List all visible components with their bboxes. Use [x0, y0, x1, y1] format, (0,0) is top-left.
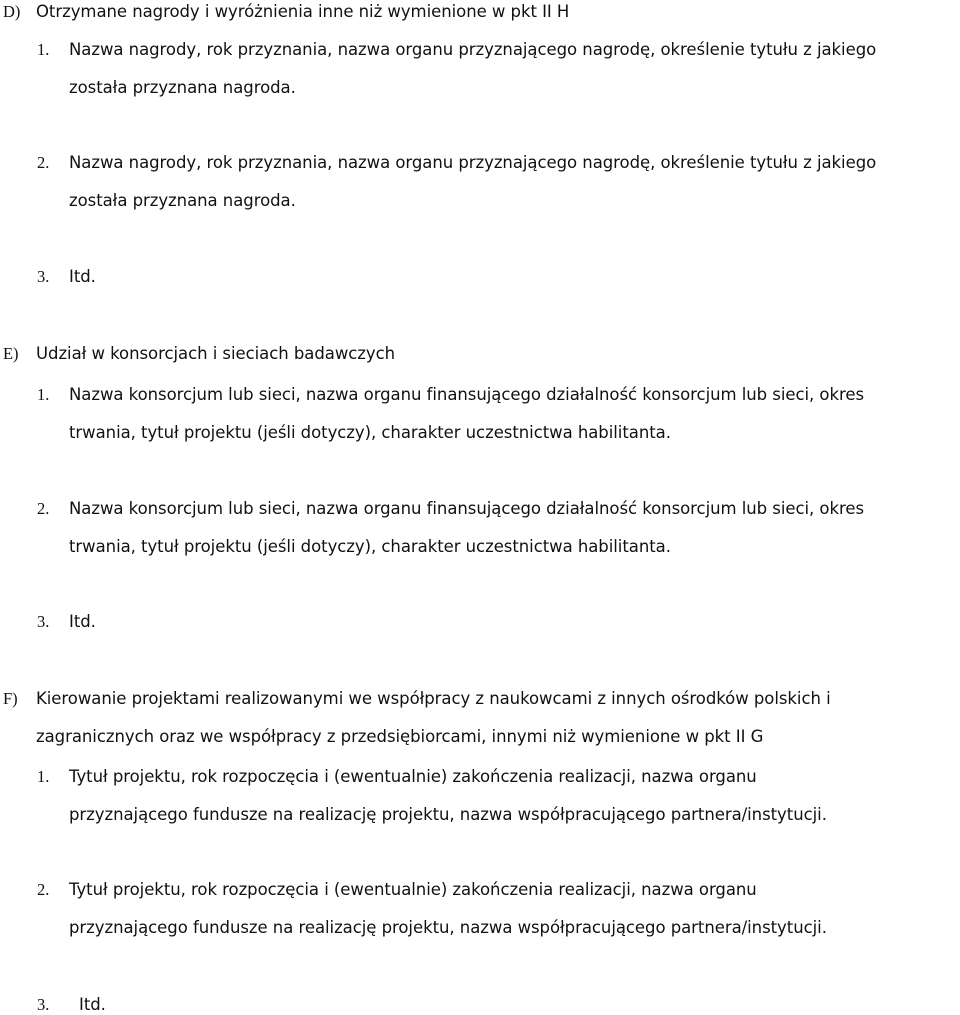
section-e-mark: E) — [3, 344, 19, 363]
section-e-item-2-number: 2. — [37, 499, 50, 518]
section-e-item-1-text: Nazwa konsorcjum lub sieci, nazwa organu finansującego działalność konsorcjum lub sieci, okres — [69, 385, 864, 404]
section-e-item-1-continuation: trwania, tytuł projektu (jeśli dotyczy), charakter uczestnictwa habilitanta. — [69, 423, 671, 442]
section-d-item-1-continuation: została przyznana nagroda. — [69, 78, 296, 97]
section-f-item-2-text: Tytuł projektu, rok rozpoczęcia i (ewentualnie) zakończenia realizacji, nazwa organu — [69, 880, 757, 899]
section-d-item-1-number: 1. — [37, 40, 50, 59]
section-f-item-2-continuation: przyznającego fundusze na realizację projektu, nazwa współpracującego partnera/instytucji. — [69, 918, 827, 937]
section-e-heading: Udział w konsorcjach i sieciach badawczych — [36, 344, 396, 363]
section-d-heading: Otrzymane nagrody i wyróżnienia inne niż wymienione w pkt II H — [36, 2, 570, 21]
section-f-item-1-continuation: przyznającego fundusze na realizację projektu, nazwa współpracującego partnera/instytucji. — [69, 805, 827, 824]
section-e-item-2-text: Nazwa konsorcjum lub sieci, nazwa organu finansującego działalność konsorcjum lub sieci, okres — [69, 499, 864, 518]
section-d-item-1-text: Nazwa nagrody, rok przyznania, nazwa organu przyznającego nagrodę, określenie tytułu z jakiego — [69, 40, 877, 59]
section-d-item-2-continuation: została przyznana nagroda. — [69, 191, 296, 210]
section-f-etc-number: 3. — [37, 995, 50, 1014]
section-d-mark: D) — [3, 2, 21, 21]
section-f-item-1-text: Tytuł projektu, rok rozpoczęcia i (ewentualnie) zakończenia realizacji, nazwa organu — [69, 767, 757, 786]
section-f-etc-text: Itd. — [79, 995, 106, 1014]
section-f-heading-continuation: zagranicznych oraz we współpracy z przedsiębiorcami, innymi niż wymienione w pkt II G — [36, 727, 764, 746]
section-d-item-2-text: Nazwa nagrody, rok przyznania, nazwa organu przyznającego nagrodę, określenie tytułu z jakiego — [69, 153, 877, 172]
section-e-etc-number: 3. — [37, 612, 50, 631]
section-e-item-2-continuation: trwania, tytuł projektu (jeśli dotyczy), charakter uczestnictwa habilitanta. — [69, 537, 671, 556]
section-f-item-1-number: 1. — [37, 767, 50, 786]
section-e-etc-text: Itd. — [69, 612, 96, 631]
section-d-item-2-number: 2. — [37, 153, 50, 172]
section-f-mark: F) — [3, 689, 18, 708]
section-d-etc-number: 3. — [37, 267, 50, 286]
section-f-item-2-number: 2. — [37, 880, 50, 899]
section-d-etc-text: Itd. — [69, 267, 96, 286]
section-f-heading: Kierowanie projektami realizowanymi we współpracy z naukowcami z innych ośrodków polskich i — [36, 689, 831, 708]
section-e-item-1-number: 1. — [37, 385, 50, 404]
